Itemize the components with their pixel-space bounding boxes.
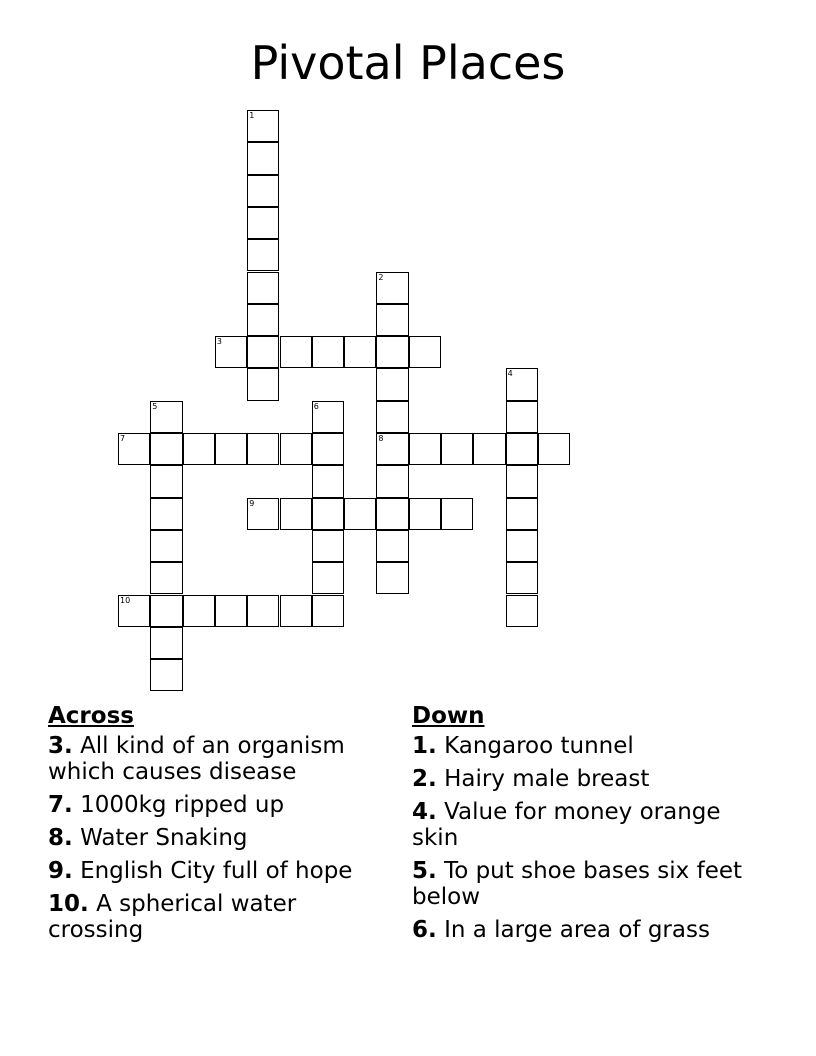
cell-number: 1 (249, 111, 255, 120)
grid-cell[interactable] (150, 530, 182, 562)
grid-cell[interactable] (247, 272, 279, 304)
down-clue (412, 917, 752, 943)
grid-cell[interactable] (344, 498, 376, 530)
clue-text: To put shoe bases six feet below (412, 858, 743, 910)
cell-number: 7 (120, 434, 126, 443)
down-clue (412, 766, 752, 792)
clue-number: 9. (48, 858, 73, 884)
across-clue (48, 792, 388, 818)
grid-cell[interactable] (409, 433, 441, 465)
grid-cell[interactable] (150, 562, 182, 594)
grid-cell[interactable] (247, 336, 279, 368)
puzzle-title: Pivotal Places (250, 36, 566, 90)
grid-cell[interactable] (150, 498, 182, 530)
grid-cell[interactable] (150, 433, 182, 465)
grid-cell[interactable] (280, 336, 312, 368)
grid-cell[interactable] (376, 272, 408, 304)
grid-cell[interactable] (247, 368, 279, 400)
clue-text: Hairy male breast (444, 766, 650, 792)
grid-cell[interactable] (215, 433, 247, 465)
grid-cell[interactable] (247, 239, 279, 271)
clue-number: 4. (412, 799, 437, 825)
grid-cell[interactable] (247, 304, 279, 336)
grid-cell[interactable] (118, 433, 150, 465)
grid-cell[interactable] (538, 433, 570, 465)
clue-text: Kangaroo tunnel (444, 733, 634, 759)
clue-number: 1. (412, 733, 437, 759)
down-clues (412, 703, 752, 950)
grid-cell[interactable] (312, 433, 344, 465)
grid-cell[interactable] (247, 110, 279, 142)
grid-cell[interactable] (344, 336, 376, 368)
grid-cell[interactable] (312, 530, 344, 562)
clue-text: All kind of an organism which causes disease (48, 733, 345, 785)
down-heading: Down (412, 703, 485, 729)
clue-number: 5. (412, 858, 437, 884)
grid-cell[interactable] (312, 401, 344, 433)
grid-cell[interactable] (150, 595, 182, 627)
grid-cell[interactable] (506, 368, 538, 400)
grid-cell[interactable] (376, 562, 408, 594)
grid-cell[interactable] (118, 595, 150, 627)
across-clue (48, 858, 388, 884)
clue-number: 8. (48, 825, 73, 851)
cell-number: 5 (152, 401, 158, 411)
cell-number: 2 (378, 272, 384, 282)
cell-number: 8 (378, 434, 384, 443)
clue-number: 7. (48, 792, 73, 818)
grid-cell[interactable] (441, 498, 473, 530)
grid-cell[interactable] (376, 401, 408, 433)
grid-cell[interactable] (376, 465, 408, 497)
clue-text: English City full of hope (80, 858, 353, 884)
down-clue (412, 733, 752, 759)
grid-cell[interactable] (409, 498, 441, 530)
grid-cell[interactable] (312, 595, 344, 627)
across-clue (48, 733, 388, 785)
grid-cell[interactable] (215, 336, 247, 368)
grid-cell[interactable] (247, 175, 279, 207)
down-clue (412, 858, 752, 910)
grid-cell[interactable] (150, 627, 182, 659)
grid-cell[interactable] (506, 433, 538, 465)
clue-text: A spherical water crossing (48, 891, 297, 943)
across-clue (48, 891, 388, 943)
grid-cell[interactable] (280, 498, 312, 530)
across-heading: Across (48, 703, 134, 729)
clue-number: 10. (48, 891, 89, 917)
grid-cell[interactable] (376, 530, 408, 562)
grid-cell[interactable] (506, 595, 538, 627)
grid-cell[interactable] (247, 595, 279, 627)
grid-cell[interactable] (506, 498, 538, 530)
grid-cell[interactable] (441, 433, 473, 465)
grid-cell[interactable] (247, 207, 279, 239)
grid-cell[interactable] (280, 433, 312, 465)
grid-cell[interactable] (247, 142, 279, 174)
grid-cell[interactable] (150, 659, 182, 691)
grid-cell[interactable] (376, 336, 408, 368)
grid-cell[interactable] (506, 562, 538, 594)
across-clues (48, 703, 388, 950)
grid-cell[interactable] (409, 336, 441, 368)
cell-number: 6 (313, 401, 319, 411)
grid-cell[interactable] (376, 498, 408, 530)
grid-cell[interactable] (506, 530, 538, 562)
grid-cell[interactable] (506, 465, 538, 497)
grid-cell[interactable] (247, 433, 279, 465)
clue-number: 6. (412, 917, 437, 943)
grid-cell[interactable] (312, 336, 344, 368)
cell-number: 3 (216, 337, 222, 347)
grid-cell[interactable] (312, 562, 344, 594)
grid-cell[interactable] (376, 368, 408, 400)
clue-text: 1000kg ripped up (80, 792, 285, 818)
clue-number: 2. (412, 766, 437, 792)
grid-cell[interactable] (376, 433, 408, 465)
clue-text: Value for money orange skin (412, 799, 721, 851)
grid-cell[interactable] (183, 595, 215, 627)
grid-cell[interactable] (150, 465, 182, 497)
grid-cell[interactable] (312, 498, 344, 530)
grid-cell[interactable] (280, 595, 312, 627)
grid-cell[interactable] (376, 304, 408, 336)
grid-cell[interactable] (506, 401, 538, 433)
clue-number: 3. (48, 733, 73, 759)
clue-text: Water Snaking (80, 825, 248, 851)
grid-cell[interactable] (150, 401, 182, 433)
across-clue (48, 825, 388, 851)
grid-cell[interactable] (183, 433, 215, 465)
cell-number: 4 (507, 369, 513, 379)
down-clue (412, 799, 752, 851)
cell-number: 10 (120, 595, 131, 605)
grid-cell[interactable] (215, 595, 247, 627)
grid-cell[interactable] (473, 433, 505, 465)
clue-text: In a large area of grass (444, 917, 710, 943)
grid-cell[interactable] (312, 465, 344, 497)
grid-cell[interactable] (247, 498, 279, 530)
cell-number: 9 (249, 498, 255, 508)
